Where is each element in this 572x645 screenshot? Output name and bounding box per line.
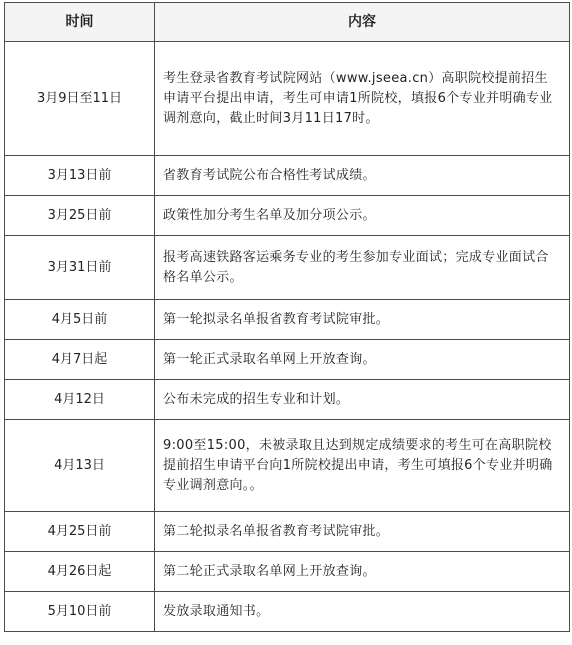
row-time: 4月12日: [5, 380, 155, 420]
row-content: 考生登录省教育考试院网站（www.jseea.cn）高职院校提前招生申请平台提出申请，考生可申请1所院校，填报6个专业并明确专业调剂意向，截止时间3月11日17时。: [155, 42, 570, 156]
table-row: [5, 156, 570, 196]
header-time: 时间: [5, 3, 155, 42]
row-content: 公布未完成的招生专业和计划。: [155, 380, 570, 420]
row-time: 4月7日起: [5, 340, 155, 380]
table-row: [5, 380, 570, 420]
admission-schedule-table: [4, 2, 570, 632]
row-time: 3月25日前: [5, 196, 155, 236]
table-row: [5, 196, 570, 236]
row-time: 3月13日前: [5, 156, 155, 196]
row-content: 第一轮拟录名单报省教育考试院审批。: [155, 300, 570, 340]
row-content: 省教育考试院公布合格性考试成绩。: [155, 156, 570, 196]
row-time: 3月31日前: [5, 236, 155, 300]
table-row: [5, 300, 570, 340]
row-time: 3月9日至11日: [5, 42, 155, 156]
table-row: [5, 512, 570, 552]
row-time: 4月26日起: [5, 552, 155, 592]
table-row: [5, 340, 570, 380]
row-time: 4月25日前: [5, 512, 155, 552]
table-row: [5, 236, 570, 300]
row-time: 5月10日前: [5, 592, 155, 632]
header-content: 内容: [155, 3, 570, 42]
table-header-row: [5, 3, 570, 42]
table-row: [5, 592, 570, 632]
table-row: [5, 42, 570, 156]
row-content: 第二轮拟录名单报省教育考试院审批。: [155, 512, 570, 552]
table-row: [5, 552, 570, 592]
row-content: 第一轮正式录取名单网上开放查询。: [155, 340, 570, 380]
row-time: 4月13日: [5, 420, 155, 512]
table-row: [5, 420, 570, 512]
row-content: 9:00至15:00，未被录取且达到规定成绩要求的考生可在高职院校提前招生申请平台向1所院校提出申请，考生可填报6个专业并明确专业调剂意向。。: [155, 420, 570, 512]
row-time: 4月5日前: [5, 300, 155, 340]
row-content: 发放录取通知书。: [155, 592, 570, 632]
row-content: 报考高速铁路客运乘务专业的考生参加专业面试；完成专业面试合格名单公示。: [155, 236, 570, 300]
row-content: 第二轮正式录取名单网上开放查询。: [155, 552, 570, 592]
row-content: 政策性加分考生名单及加分项公示。: [155, 196, 570, 236]
